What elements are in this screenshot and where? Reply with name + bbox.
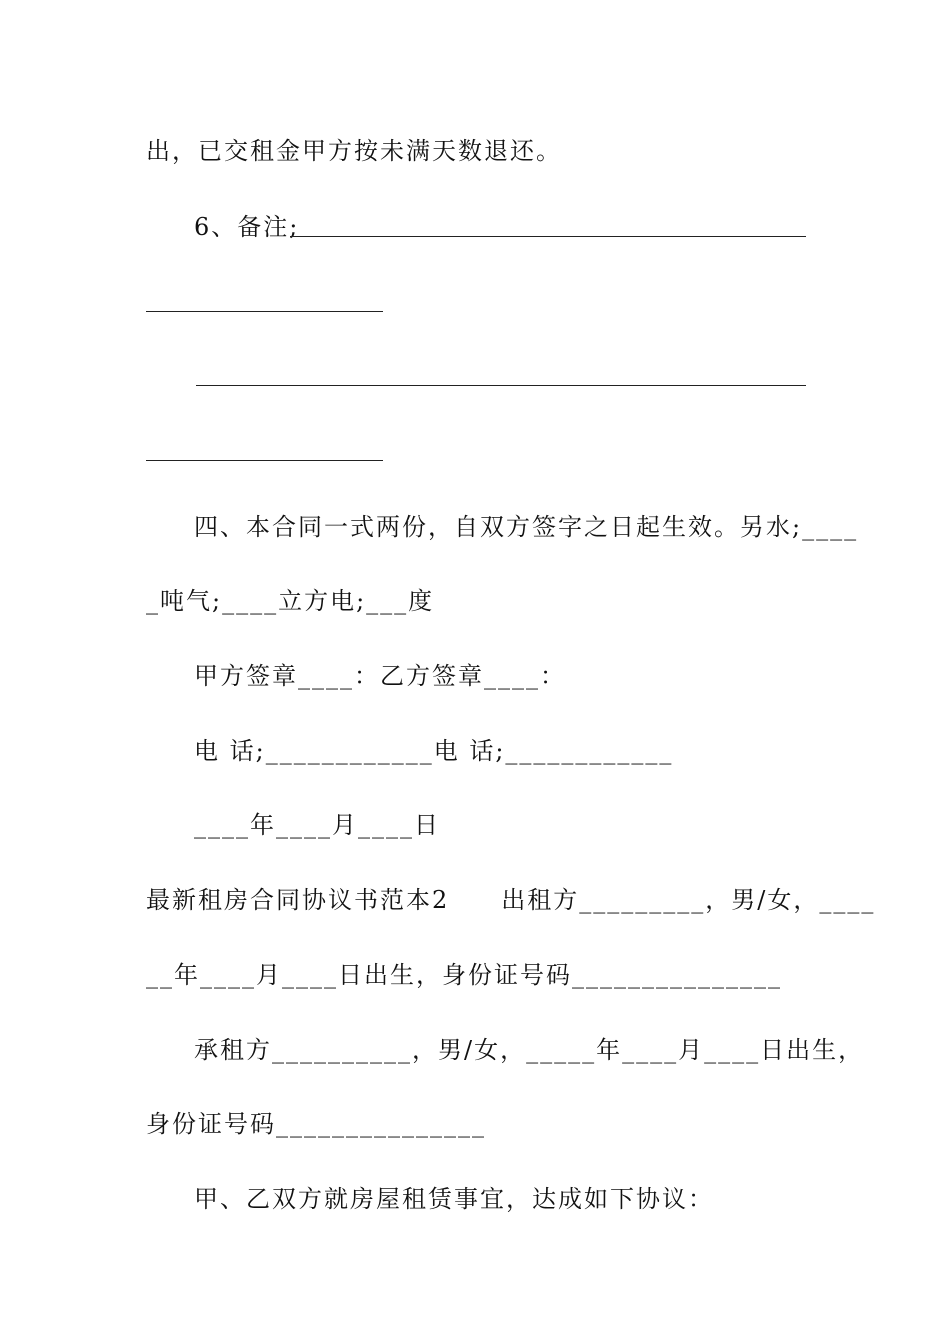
paragraph-refund: 出，已交租金甲方按未满天数退还。 (146, 137, 562, 165)
meter-readings: _吨气;____立方电;___度 (146, 587, 435, 615)
lessee-id: 身份证号码_______________ (146, 1110, 486, 1138)
remarks-underline-1 (290, 236, 806, 237)
remarks-underline-3 (196, 385, 806, 386)
lessee-line: 承租方__________，男/女，_____年____月____日出生， (194, 1036, 865, 1064)
signature-line: 甲方签章____：乙方签章____： (194, 662, 566, 690)
agreement-intro: 甲、乙双方就房屋租赁事宜，达成如下协议： (194, 1185, 714, 1213)
phone-line: 电 话;____________电 话;____________ (194, 737, 674, 765)
remarks-underline-4 (146, 460, 383, 461)
contract-title-and-lessor: 最新租房合同协议书范本2 出租方_________，男/女，____ (146, 886, 876, 914)
remarks-label: 6、备注; (194, 213, 300, 241)
lessor-birth-id: __年____月____日出生，身份证号码_______________ (146, 961, 782, 989)
clause-four: 四、本合同一式两份，自双方签字之日起生效。另水;____ (194, 513, 859, 541)
remarks-underline-2 (146, 311, 383, 312)
date-line: ____年____月____日 (194, 811, 440, 839)
